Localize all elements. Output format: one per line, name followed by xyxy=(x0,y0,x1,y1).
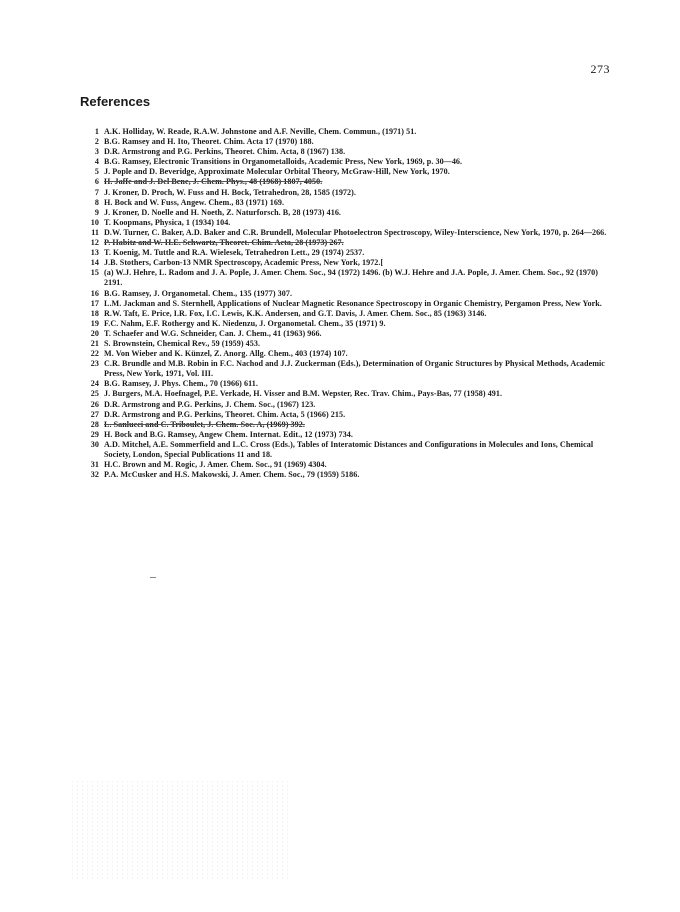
reference-number: 27 xyxy=(90,409,99,419)
reference-text: H.C. Brown and M. Rogic, J. Amer. Chem. Soc., 91 (1969) 4304. xyxy=(104,460,327,470)
reference-text: A.K. Holliday, W. Reade, R.A.W. Johnstone and A.F. Neville, Chem. Commun., (1971) 51. xyxy=(104,127,417,136)
reference-number: 13 xyxy=(90,248,99,258)
reference-text: D.R. Armstrong and P.G. Perkins, Theoret. Chim. Acta, 5 (1966) 215. xyxy=(104,409,346,419)
reference-item xyxy=(84,228,614,238)
reference-text: T. Koopmans, Physica, 1 (1934) 104. xyxy=(104,217,231,227)
reference-text: H. Bock and W. Fuss, Angew. Chem., 83 (1971) 169. xyxy=(104,197,285,207)
reference-item xyxy=(84,167,614,177)
reference-item xyxy=(84,389,614,399)
reference-item xyxy=(84,299,614,309)
reference-text: H. Bock and B.G. Ramsey, Angew Chem. Internat. Edit., 12 (1973) 734. xyxy=(104,429,353,439)
reference-item xyxy=(84,319,614,329)
reference-item xyxy=(84,420,614,430)
reference-number: 21 xyxy=(90,338,99,348)
reference-item xyxy=(84,440,614,460)
reference-number: 22 xyxy=(90,349,99,359)
references-heading: References xyxy=(80,94,151,109)
reference-item xyxy=(84,268,614,288)
reference-number: 8 xyxy=(94,197,99,207)
reference-text: T. Schaefer and W.G. Schneider, Can. J. Chem., 41 (1963) 966. xyxy=(104,328,322,338)
reference-number: 23 xyxy=(90,359,99,369)
reference-item xyxy=(84,460,614,470)
reference-text: C.R. Brundle and M.B. Robin in F.C. Nachod and J.J. Zuckerman (Eds.), Determination of Organic Structures by Physical Methods, Academic Press, New York, 1971, Vol. III. xyxy=(104,359,605,379)
reference-number: 7 xyxy=(94,187,99,197)
reference-text: L.M. Jackman and S. Sternhell, Applications of Nuclear Magnetic Resonance Spectroscopy in Organic Chemistry, Pergamon Press, New York. xyxy=(104,298,602,308)
reference-text: F.C. Nahm, E.F. Rothergy and K. Niedenzu, J. Organometal. Chem., 35 (1971) 9. xyxy=(104,318,386,328)
reference-text: L. Sanlucci and C. Triboulet, J. Chem. Soc. A, (1969) 392. xyxy=(104,419,305,429)
reference-item xyxy=(84,157,614,167)
reference-number: 18 xyxy=(90,308,99,318)
reference-item xyxy=(84,309,614,319)
reference-text: D.R. Armstrong and P.G. Perkins, Theoret. Chim. Acta, 8 (1967) 138. xyxy=(104,147,346,157)
reference-item xyxy=(84,137,614,147)
reference-text: B.G. Ramsey, J. Organometal. Chem., 135 (1977) 307. xyxy=(104,288,293,298)
reference-item xyxy=(84,188,614,198)
reference-item xyxy=(84,177,614,187)
reference-number: 6 xyxy=(94,177,99,187)
reference-number: 1 xyxy=(94,127,99,136)
reference-text: S. Brownstein, Chemical Rev., 59 (1959) 453. xyxy=(104,338,261,348)
reference-text: J. Burgers, M.A. Hoefnagel, P.E. Verkade, H. Visser and B.M. Wepster, Rec. Trav. Chim., Pays-Bas, 77 (1958) 491. xyxy=(104,389,503,399)
reference-item xyxy=(84,339,614,349)
reference-item xyxy=(84,147,614,157)
reference-text: J. Pople and D. Beveridge, Approximate Molecular Orbital Theory, McGraw-Hill, New York, 1970. xyxy=(104,167,450,177)
reference-item xyxy=(84,127,614,137)
reference-text: J. Kroner, D. Proch, W. Fuss and H. Bock, Tetrahedron, 28, 1585 (1972). xyxy=(104,187,356,197)
reference-number: 24 xyxy=(90,379,99,389)
reference-number: 5 xyxy=(94,167,99,177)
reference-number: 2 xyxy=(94,137,99,147)
reference-number: 15 xyxy=(90,268,99,278)
reference-text: B.G. Ramsey and H. Ito, Theoret. Chim. Acta 17 (1970) 188. xyxy=(104,137,314,147)
reference-number: 17 xyxy=(90,298,99,308)
reference-number: 16 xyxy=(90,288,99,298)
reference-text: D.R. Armstrong and P.G. Perkins, J. Chem. Soc., (1967) 123. xyxy=(104,399,316,409)
reference-text: A.D. Mitchel, A.E. Sommerfield and L.C. Cross (Eds.), Tables of Interatomic Distances and Configurations in Molecules and Ions, Chemical Society, London, Special Publications 11 and 18. xyxy=(104,439,594,459)
reference-number: 14 xyxy=(90,258,99,268)
reference-number: 4 xyxy=(94,157,99,167)
reference-number: 11 xyxy=(91,227,99,237)
reference-number: 28 xyxy=(90,419,99,429)
reference-item xyxy=(84,400,614,410)
reference-number: 10 xyxy=(90,217,99,227)
reference-number: 3 xyxy=(94,147,99,157)
reference-number: 31 xyxy=(90,460,99,470)
reference-text: P. Habitz and W. H.E. Schwartz, Theoret. Chim. Acta, 28 (1973) 267. xyxy=(104,238,344,248)
reference-number: 26 xyxy=(90,399,99,409)
page-number: 273 xyxy=(590,62,610,76)
reference-item xyxy=(84,329,614,339)
reference-text: T. Koenig, M. Tuttle and R.A. Wielesek, Tetrahedron Lett., 29 (1974) 2537. xyxy=(104,248,365,258)
reference-item xyxy=(84,258,614,268)
reference-item xyxy=(84,218,614,228)
reference-text: M. Von Wieber and K. Künzel, Z. Anorg. Allg. Chem., 403 (1974) 107. xyxy=(104,349,348,359)
reference-item xyxy=(84,208,614,218)
reference-item xyxy=(84,359,614,379)
reference-text: P.A. McCusker and H.S. Makowski, J. Amer. Chem. Soc., 79 (1959) 5186. xyxy=(104,470,360,480)
reference-item xyxy=(84,410,614,420)
reference-text: B.G. Ramsey, Electronic Transitions in Organometalloids, Academic Press, New York, 1969, p. 30—46. xyxy=(104,157,463,167)
scan-speck xyxy=(150,577,156,578)
reference-item xyxy=(84,379,614,389)
reference-item xyxy=(84,198,614,208)
reference-item xyxy=(84,238,614,248)
reference-list xyxy=(84,127,614,480)
reference-number: 29 xyxy=(90,429,99,439)
reference-number: 20 xyxy=(90,328,99,338)
reference-item xyxy=(84,470,614,480)
reference-text: H. Jaffe and J. Del Bene, J. Chem. Phys., 48 (1968) 1807, 4050. xyxy=(104,177,323,187)
reference-text: J. Kroner, D. Noelle and H. Noeth, Z. Naturforsch. B, 28 (1973) 416. xyxy=(104,207,341,217)
reference-text: J.B. Stothers, Carbon-13 NMR Spectroscopy, Academic Press, New York, 1972.[ xyxy=(104,258,384,268)
reference-number: 19 xyxy=(90,318,99,328)
reference-number: 9 xyxy=(94,207,99,217)
reference-item xyxy=(84,349,614,359)
reference-item xyxy=(84,289,614,299)
reference-text: B.G. Ramsey, J. Phys. Chem., 70 (1966) 611. xyxy=(104,379,258,389)
reference-number: 12 xyxy=(90,238,99,248)
reference-item xyxy=(84,430,614,440)
reference-item xyxy=(84,248,614,258)
reference-number: 32 xyxy=(90,470,99,480)
reference-text: (a) W.J. Hehre, L. Radom and J. A. Pople, J. Amer. Chem. Soc., 94 (1972) 1496. (b) W.J. Hehre and J.A. Pople, J. Amer. Chem. Soc., 92 (1970) 2191. xyxy=(104,268,598,288)
reference-number: 30 xyxy=(90,439,99,449)
reference-text: R.W. Taft, E. Price, I.R. Fox, I.C. Lewis, K.K. Andersen, and G.T. Davis, J. Amer. Chem. Soc., 85 (1963) 3146. xyxy=(104,308,487,318)
scan-noise xyxy=(70,780,290,880)
reference-number: 25 xyxy=(90,389,99,399)
reference-text: D.W. Turner, C. Baker, A.D. Baker and C.R. Brundell, Molecular Photoelectron Spectroscopy, Wiley-Interscience, New York, 1970, p. 264—266. xyxy=(104,227,607,237)
